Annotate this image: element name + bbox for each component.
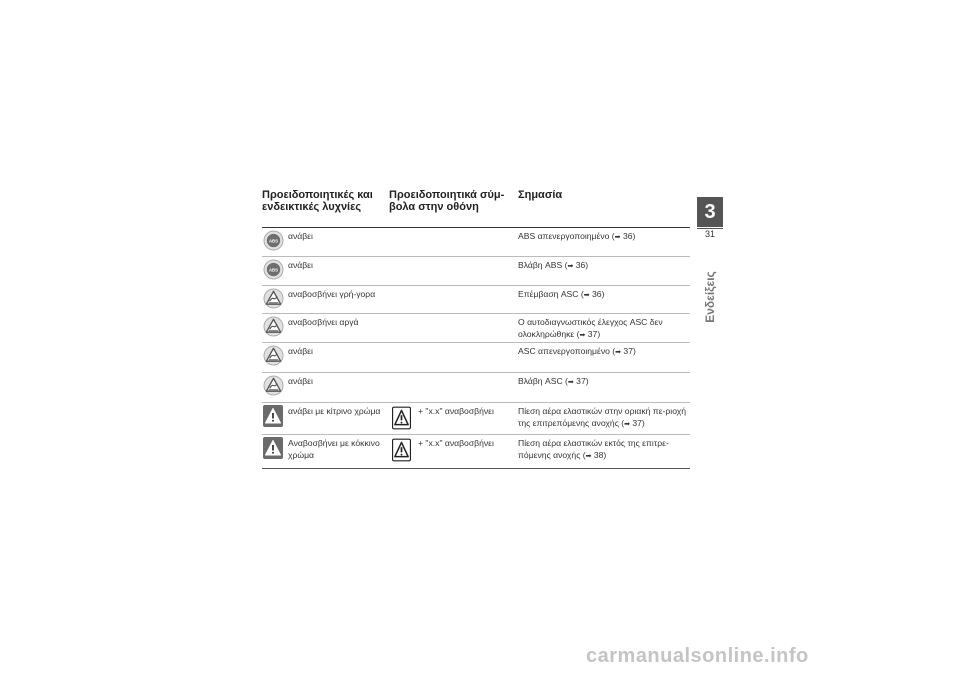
asc-warning-icon [263,345,284,366]
meaning: Πίεση αέρα ελαστικών στην οριακή πε-ριοχή της επιτρεπόμενης ανοχής (➡ 37) [518,406,687,428]
table-row [262,435,690,469]
table-row [262,343,690,373]
table-row [262,314,690,343]
meaning-text: ASC απενεργοποιημένο [518,346,610,356]
table-header [262,189,690,228]
section-title-vertical [692,262,728,332]
abs-warning-icon [263,230,284,251]
general-warning-icon [263,437,284,458]
indicator-table [262,189,690,469]
page-ref: 37 [587,329,598,339]
indicator-state: ανάβει με κίτρινο χρώμα [288,406,381,416]
indicator-state: αναβοσβήνει γρή-γορα [288,289,376,299]
page-ref-arrow-icon: ➡ [579,332,586,339]
indicator-state: Αναβοσβήνει με κόκκινο χρώμα [288,438,380,460]
indicator-state: ανάβει [288,376,313,386]
table-row [262,403,690,435]
meaning-text: Επέμβαση ASC [518,289,579,299]
header-display-symbols: Προειδοποιητικά σύμ-βολα στην οθόνη [389,189,505,213]
meaning-text: Πίεση αέρα ελαστικών στην οριακή πε-ριοχή της επιτρεπόμενης ανοχής [518,406,687,428]
chapter-tab: 3 [697,197,723,227]
abs-text: ABS [268,238,279,244]
meaning-text: Πίεση αέρα ελαστικών εκτός της επιτρε-πόμενης ανοχής [518,438,669,460]
page-ref: 37 [576,376,586,386]
page-ref: 36 [592,289,602,299]
page-ref: 37 [632,418,642,428]
meaning: Πίεση αέρα ελαστικών εκτός της επιτρε-πόμενης ανοχής (➡ 38) [518,438,669,460]
abs-warning-icon [263,259,284,280]
page-ref-arrow-icon: ➡ [624,421,630,428]
meaning: ABS απενεργοποιημένο (➡ 36) [518,231,636,241]
page-ref-arrow-icon: ➡ [583,292,590,299]
meaning-text: Ο αυτοδιαγνωστικός έλεγχος ASC δεν ολοκληρώθηκε [518,317,663,339]
watermark: carmanualsonline.info [586,645,809,667]
section-title: Ενδείξεις [703,271,717,323]
indicator-state: ανάβει [288,231,313,241]
table-row [262,373,690,403]
general-warning-icon [263,405,284,426]
page-ref-arrow-icon: ➡ [585,453,592,460]
meaning-text: Βλάβη ASC [518,376,563,386]
page-ref-arrow-icon: ➡ [567,379,574,386]
abs-text: ABS [268,267,279,273]
page-ref: 37 [623,346,633,356]
page-ref: 36 [622,231,633,241]
meaning: ASC απενεργοποιημένο (➡ 37) [518,346,636,356]
display-warning-icon [392,406,411,430]
indicator-state: ανάβει [288,346,313,356]
asc-warning-icon [263,375,284,396]
indicator-state: αναβοσβήνει αργά [288,317,359,327]
asc-warning-icon [263,288,284,309]
page-ref-arrow-icon: ➡ [615,349,622,356]
page-ref: 36 [575,260,586,270]
meaning: Ο αυτοδιαγνωστικός έλεγχος ASC δεν ολοκληρώθηκε (➡ 37) [518,317,663,339]
header-indicator-lights: Προειδοποιητικές και ενδεικτικές λυχνίες [262,189,373,213]
meaning: Βλάβη ABS (➡ 36) [518,260,589,270]
header-meaning: Σημασία [518,189,563,201]
table-row [262,286,690,314]
page-number: 31 [704,229,715,239]
meaning: Βλάβη ASC (➡ 37) [518,376,589,386]
table-row [262,228,690,257]
display-symbol-state: + "x.x" αναβοσβήνει [418,438,494,448]
display-symbol-state: + "x.x" αναβοσβήνει [418,406,494,416]
page-ref-arrow-icon: ➡ [614,234,621,241]
page-ref-arrow-icon: ➡ [567,263,574,270]
indicator-state: ανάβει [288,260,313,270]
display-warning-icon [392,438,411,462]
page-ref: 38 [593,450,604,460]
table-row [262,257,690,286]
meaning-text: Βλάβη ABS [518,260,563,270]
meaning: Επέμβαση ASC (➡ 36) [518,289,605,299]
meaning-text: ABS απενεργοποιημένο [518,231,610,241]
asc-warning-icon [263,316,284,337]
